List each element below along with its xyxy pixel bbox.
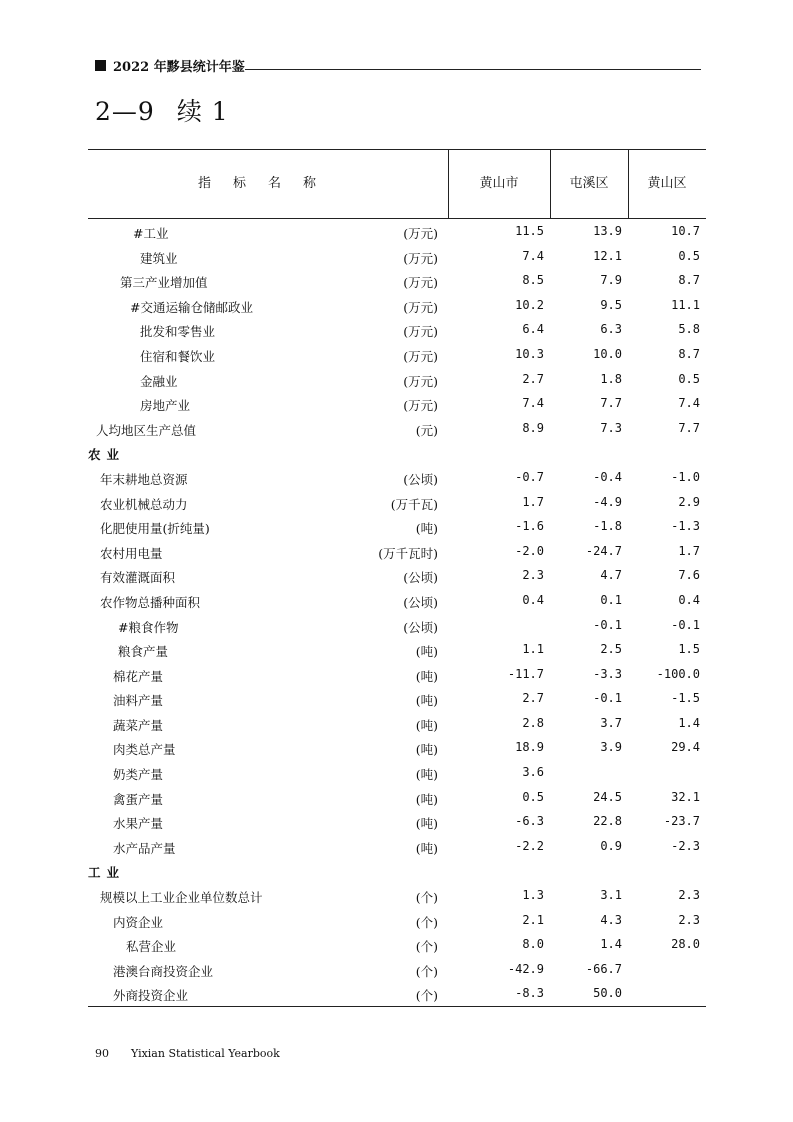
value-huangshan-district: 7.4 [678,396,700,411]
value-huangshan-city: -2.0 [515,543,544,558]
row-unit: (吨) [415,693,438,709]
page-number: 90 [95,1047,109,1060]
value-huangshan-district: 32.1 [671,789,700,804]
value-tunxi: -0.1 [593,691,622,706]
row-name: 棉花产量 [113,668,164,684]
value-huangshan-district: 2.3 [678,888,700,903]
value-tunxi: 2.5 [600,642,622,657]
table-row [88,735,706,760]
value-huangshan-city: 8.5 [522,273,544,288]
value-huangshan-district: -2.3 [671,838,700,853]
value-tunxi: 12.1 [593,248,622,263]
row-name: 油料产量 [113,693,164,709]
row-name: 有效灌溉面积 [100,570,176,586]
table-row [88,613,706,638]
value-huangshan-district: 7.7 [678,420,700,435]
value-huangshan-city: 8.0 [522,937,544,952]
value-tunxi: 4.7 [600,568,622,583]
section-heading [88,440,706,465]
row-name: #粮食作物 [118,619,179,635]
value-tunxi: 0.1 [600,592,622,607]
value-tunxi: 6.3 [600,322,622,337]
value-tunxi: -0.4 [593,469,622,484]
value-huangshan-district: 1.4 [678,715,700,730]
header-square-icon [95,60,106,71]
table-row [88,465,706,490]
value-huangshan-city: 10.2 [515,297,544,312]
value-tunxi: 4.3 [600,912,622,927]
header-title: 2022 年黟县统计年鉴 [113,60,245,75]
value-huangshan-city: 7.4 [522,248,544,263]
row-unit: (个) [415,988,438,1004]
table-row [88,219,706,244]
row-unit: (公顷) [403,594,438,610]
table-row [88,539,706,564]
value-huangshan-city: 3.6 [522,765,544,780]
row-name: 房地产业 [140,398,191,414]
table-row [88,883,706,908]
value-huangshan-district: -100.0 [656,666,700,681]
row-unit: (个) [415,914,438,930]
table-header [88,149,706,219]
statistics-table [88,149,706,1007]
value-tunxi: 3.9 [600,740,622,755]
value-huangshan-city: 6.4 [522,322,544,337]
table-row [88,834,706,859]
row-unit: (元) [415,422,438,438]
value-huangshan-city: 2.7 [522,691,544,706]
row-name: 人均地区生产总值 [96,422,197,438]
value-huangshan-city: -2.2 [515,838,544,853]
page-footer [95,1047,280,1060]
value-tunxi: 0.9 [600,838,622,853]
value-huangshan-district: 7.6 [678,568,700,583]
table-row [88,981,706,1006]
row-unit: (吨) [415,791,438,807]
value-huangshan-city: 10.3 [515,346,544,361]
table-number: 2—9 [95,97,155,126]
table-row [88,490,706,515]
value-tunxi: 7.9 [600,273,622,288]
value-huangshan-city: 2.1 [522,912,544,927]
value-huangshan-city: -1.6 [515,519,544,534]
table-row [88,662,706,687]
row-unit: (吨) [415,717,438,733]
column-header-huangshan-city: 黄山市 [479,176,519,191]
row-name: 第三产业增加值 [120,275,208,291]
row-name: 金融业 [140,373,178,389]
row-name: 住宿和餐饮业 [140,348,216,364]
value-tunxi: 7.7 [600,396,622,411]
table-row [88,809,706,834]
value-huangshan-district: 5.8 [678,322,700,337]
value-tunxi: 3.1 [600,888,622,903]
value-huangshan-district: 2.9 [678,494,700,509]
row-name: 奶类产量 [113,767,164,783]
row-name: 蔬菜产量 [113,717,164,733]
row-name: 年末耕地总资源 [100,471,188,487]
row-unit: (万千瓦时) [378,545,438,561]
value-tunxi: -0.1 [593,617,622,632]
row-name: 建筑业 [140,250,178,266]
row-name: 农作物总播种面积 [100,594,201,610]
row-unit: (万元) [403,226,438,241]
value-tunxi: -66.7 [585,961,622,976]
value-huangshan-district: -23.7 [663,814,700,829]
table-row [88,244,706,269]
row-unit: (公顷) [403,619,438,635]
value-huangshan-district: 0.5 [678,371,700,386]
row-unit: (个) [415,963,438,979]
value-huangshan-district: 10.7 [671,224,700,238]
value-tunxi: 24.5 [593,789,622,804]
column-header-tunxi: 屯溪区 [569,176,609,191]
table-row [88,711,706,736]
value-huangshan-district: -1.5 [671,691,700,706]
row-unit: (万元) [403,275,438,291]
value-huangshan-district: 28.0 [671,937,700,952]
row-unit: (万元) [403,398,438,414]
column-header-huangshan-district: 黄山区 [647,176,687,191]
value-huangshan-city: -11.7 [507,666,544,681]
row-name: 肉类总产量 [113,742,176,758]
table-row [88,760,706,785]
value-huangshan-city: 18.9 [515,740,544,755]
row-name: 港澳台商投资企业 [113,963,214,979]
value-huangshan-city: -6.3 [515,814,544,829]
table-row [88,342,706,367]
row-name: 农业 [88,447,126,463]
row-name: 私营企业 [126,939,177,955]
value-huangshan-city: 11.5 [515,224,544,238]
value-huangshan-city: -0.7 [515,469,544,484]
table-row [88,268,706,293]
row-unit: (吨) [415,767,438,783]
row-unit: (个) [415,890,438,906]
row-unit: (万元) [403,250,438,266]
value-huangshan-district: 29.4 [671,740,700,755]
table-row [88,514,706,539]
table-body [88,219,706,1006]
value-huangshan-district: 0.5 [678,248,700,263]
running-header [95,56,701,78]
row-name: 水果产量 [113,816,164,832]
table-row [88,785,706,810]
row-unit: (万元) [403,348,438,364]
row-name: #交通运输仓储邮政业 [130,299,253,315]
table-row [88,932,706,957]
value-tunxi: 50.0 [593,986,622,1001]
value-huangshan-city: -8.3 [515,986,544,1001]
value-huangshan-city: 2.7 [522,371,544,386]
row-unit: (万千瓦) [390,496,438,512]
value-tunxi: 22.8 [593,814,622,829]
row-unit: (吨) [415,644,438,660]
value-tunxi: 1.4 [600,937,622,952]
row-name: #工业 [133,226,169,241]
table-row [88,563,706,588]
row-name: 批发和零售业 [140,324,216,340]
section-heading [88,858,706,883]
row-unit: (万元) [403,299,438,315]
row-name: 工业 [88,865,126,881]
value-huangshan-district: 1.5 [678,642,700,657]
value-huangshan-city: 1.7 [522,494,544,509]
table-row [88,588,706,613]
row-unit: (吨) [415,521,438,537]
value-huangshan-district: -1.0 [671,469,700,484]
row-unit: (万元) [403,373,438,389]
table-bottom-rule [88,1006,706,1007]
value-huangshan-city: 0.4 [522,592,544,607]
table-row [88,908,706,933]
row-name: 内资企业 [113,914,164,930]
table-row [88,686,706,711]
row-unit: (万元) [403,324,438,340]
row-unit: (公顷) [403,570,438,586]
value-huangshan-city: 7.4 [522,396,544,411]
row-unit: (个) [415,939,438,955]
value-huangshan-city: 1.1 [522,642,544,657]
row-unit: (公顷) [403,471,438,487]
value-huangshan-district: -0.1 [671,617,700,632]
value-huangshan-district: 8.7 [678,273,700,288]
row-unit: (吨) [415,840,438,856]
row-name: 农业机械总动力 [100,496,188,512]
value-tunxi: 13.9 [593,224,622,238]
value-huangshan-city: 1.3 [522,888,544,903]
value-huangshan-city: 2.8 [522,715,544,730]
value-tunxi: 1.8 [600,371,622,386]
value-tunxi: 7.3 [600,420,622,435]
table-row [88,637,706,662]
value-tunxi: -24.7 [585,543,622,558]
row-name: 规模以上工业企业单位数总计 [100,890,263,906]
row-unit: (吨) [415,742,438,758]
value-huangshan-city: -42.9 [507,961,544,976]
value-huangshan-district: 8.7 [678,346,700,361]
value-huangshan-district: 2.3 [678,912,700,927]
value-tunxi: -4.9 [593,494,622,509]
table-row [88,317,706,342]
table-row [88,293,706,318]
footer-text: Yixian Statistical Yearbook [131,1047,280,1060]
row-name: 水产品产量 [113,840,176,856]
value-tunxi: -3.3 [593,666,622,681]
table-row [88,416,706,441]
row-name: 农村用电量 [100,545,163,561]
row-name: 粮食产量 [118,644,169,660]
table-row [88,391,706,416]
table-title [95,92,229,128]
row-name: 外商投资企业 [113,988,189,1004]
value-huangshan-district: 0.4 [678,592,700,607]
table-row [88,957,706,982]
value-huangshan-district: -1.3 [671,519,700,534]
table-continuation: 续 1 [176,97,229,126]
value-huangshan-city: 8.9 [522,420,544,435]
row-name: 化肥使用量(折纯量) [100,521,210,537]
row-name: 禽蛋产量 [113,791,164,807]
value-huangshan-city: 0.5 [522,789,544,804]
row-unit: (吨) [415,816,438,832]
value-tunxi: -1.8 [593,519,622,534]
header-rule [245,69,701,70]
value-huangshan-district: 11.1 [671,297,700,312]
column-header-name: 指标名称 [197,176,338,191]
value-huangshan-city: 2.3 [522,568,544,583]
value-tunxi: 9.5 [600,297,622,312]
value-tunxi: 3.7 [600,715,622,730]
row-unit: (吨) [415,668,438,684]
table-row [88,367,706,392]
value-huangshan-district: 1.7 [678,543,700,558]
value-tunxi: 10.0 [593,346,622,361]
